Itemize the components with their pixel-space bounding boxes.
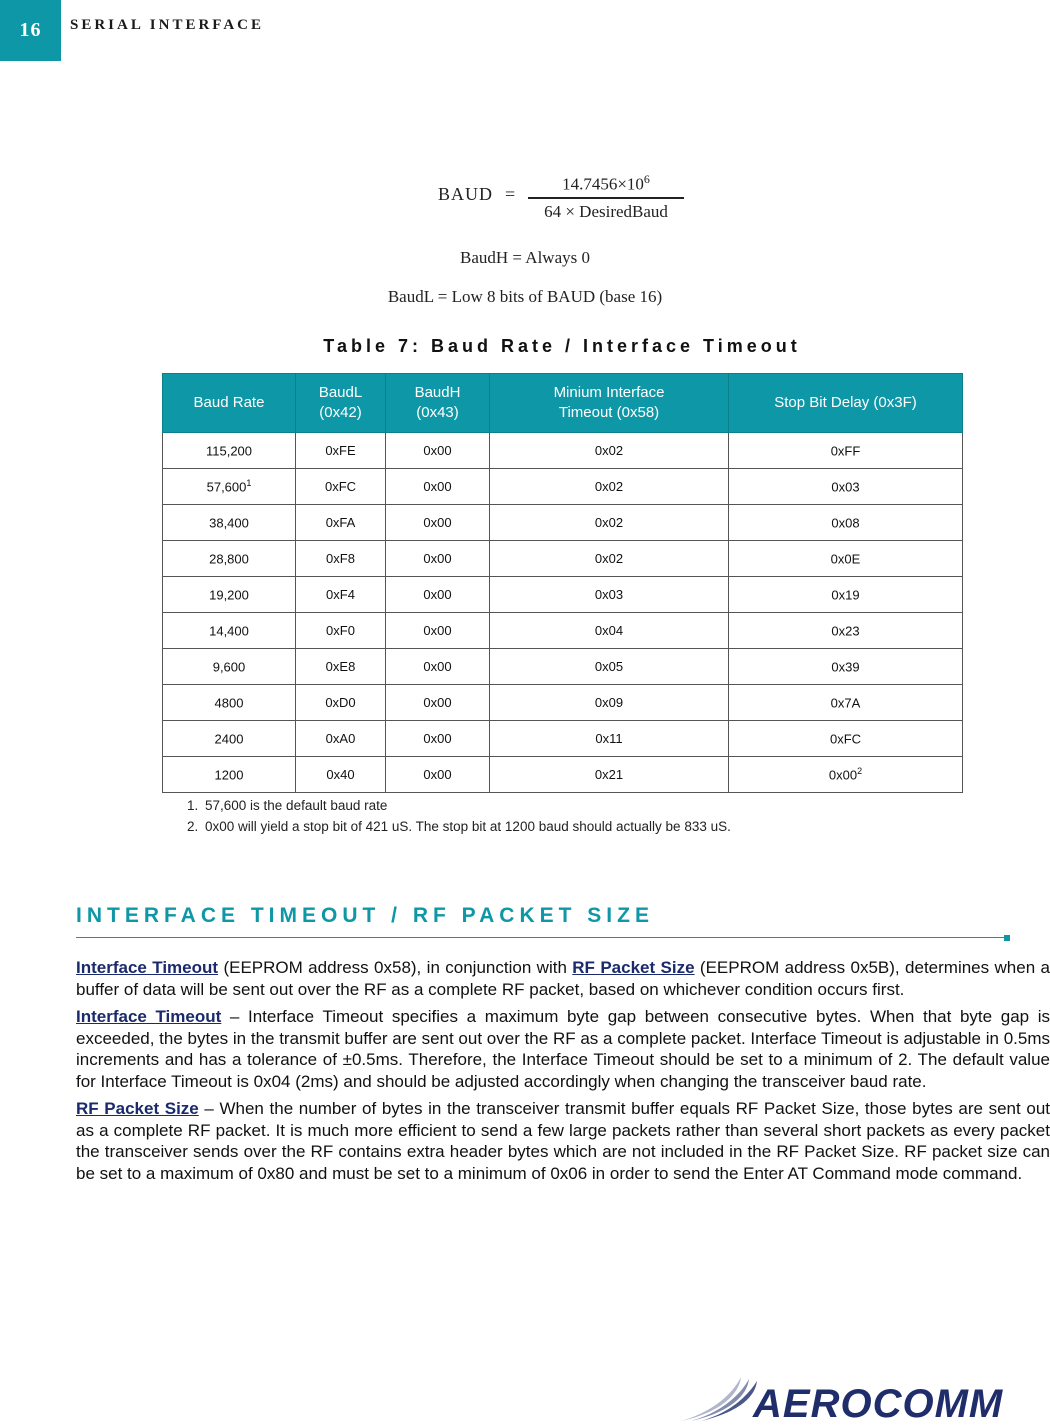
cell-baudl: 0xF0: [296, 613, 386, 649]
header-baudh: BaudH (0x43): [386, 374, 490, 433]
baud-rate-table: [162, 373, 963, 793]
formula-baudl: BaudL = Low 8 bits of BAUD (base 16): [387, 287, 663, 306]
cell-baud-rate: 28,800: [163, 541, 296, 577]
footnote: 2. 0x00 will yield a stop bit of 421 uS. The stop bit at 1200 baud should actually be 833 uS.: [187, 819, 731, 834]
cell-baud-rate: 57,600$^1$: [163, 469, 296, 505]
cell-baudl: 0xFA: [296, 505, 386, 541]
cell-baudh: 0x00: [386, 685, 490, 721]
table-row: [163, 685, 963, 721]
cell-baudl: 0x40: [296, 757, 386, 793]
footnote-marker: 1: [246, 478, 252, 489]
cell-baudl: 0xE8: [296, 649, 386, 685]
section-header: SERIAL INTERFACE: [70, 17, 265, 33]
header-baud-rate: Baud Rate: [163, 374, 296, 433]
cell-stop-bit: 0x0E: [729, 541, 963, 577]
table-row: [163, 541, 963, 577]
cell-timeout: 0x04: [490, 613, 729, 649]
table-title: Table 7: Baud Rate / Interface Timeout: [323, 336, 801, 356]
table-row: [163, 649, 963, 685]
footnote-marker: 2: [857, 766, 863, 777]
cell-baudh: 0x00: [386, 541, 490, 577]
cell-baudh: 0x00: [386, 577, 490, 613]
cell-timeout: 0x21: [490, 757, 729, 793]
cell-baud-rate: 14,400: [163, 613, 296, 649]
formula-baudh: BaudH = Always 0: [460, 248, 590, 267]
page-number: 16: [0, 0, 61, 61]
cell-baudh: 0x00: [386, 649, 490, 685]
cell-baudl: 0xFE: [296, 433, 386, 469]
fraction-bar: [528, 197, 684, 199]
cell-baudh: 0x00: [386, 721, 490, 757]
table-row: [163, 721, 963, 757]
formula-lhs: BAUD: [438, 184, 494, 204]
cell-timeout: 0x02: [490, 505, 729, 541]
header-baudl: BaudL (0x42): [296, 374, 386, 433]
heading-rule-marker: [1004, 935, 1010, 941]
cell-baud-rate: 9,600: [163, 649, 296, 685]
cell-stop-bit: 0x08: [729, 505, 963, 541]
cell-timeout: 0x03: [490, 577, 729, 613]
section-heading: INTERFACE TIMEOUT / RF PACKET SIZE: [76, 904, 654, 927]
cell-stop-bit: $0x00^2$: [729, 757, 963, 793]
cell-baudl: 0xFC: [296, 469, 386, 505]
cell-baud-rate: 4800: [163, 685, 296, 721]
table-body: [163, 433, 963, 793]
table-row: [163, 757, 963, 793]
cell-baudh: 0x00: [386, 613, 490, 649]
footnote: 1. 57,600 is the default baud rate: [187, 798, 388, 813]
paragraph-intro: Interface Timeout (EEPROM address 0x58), in conjunction with RF Packet Size (EEPROM address 0x5B), determines when a buffer of data will be sent out over the RF as a complete RF packet, based on whichever condition occurs first.: [76, 958, 1050, 999]
header-timeout: Minium Interface Timeout (0x58): [490, 374, 729, 433]
cell-baudh: 0x00: [386, 505, 490, 541]
formula-fraction: [528, 168, 684, 222]
table-row: [163, 433, 963, 469]
cell-stop-bit: 0x7A: [729, 685, 963, 721]
cell-stop-bit: 0xFF: [729, 433, 963, 469]
cell-timeout: 0x02: [490, 469, 729, 505]
cell-stop-bit: 0xFC: [729, 721, 963, 757]
cell-timeout: 0x11: [490, 721, 729, 757]
logo-text: AEROCOMM: [753, 1382, 1004, 1425]
cell-baudl: 0xF8: [296, 541, 386, 577]
table-row: [163, 505, 963, 541]
cell-baudh: 0x00: [386, 469, 490, 505]
cell-timeout: 0x02: [490, 433, 729, 469]
header-stop-bit: Stop Bit Delay (0x3F): [729, 374, 963, 433]
table-header-row: [163, 374, 963, 433]
cell-stop-bit: 0x03: [729, 469, 963, 505]
cell-baudl: 0xF4: [296, 577, 386, 613]
cell-stop-bit: 0x23: [729, 613, 963, 649]
table-footnotes: [187, 795, 731, 837]
paragraph-interface-timeout: Interface Timeout – Interface Timeout specifies a maximum byte gap between consecutive bytes. When that byte gap is exceeded, the bytes in the transmit buffer are sent out over the RF as a complete packet. Interface Timeout is adjustable in 0.5ms increments and has a tolerance of ±0.5ms. Therefore, the Interface Timeout should be set to a minimum of 2. The default value for Interface Timeout is 0x04 (2ms) and should be adjusted accordingly when changing the transceiver baud rate.: [76, 1007, 1050, 1091]
cell-timeout: 0x05: [490, 649, 729, 685]
aerocomm-logo: [679, 1373, 1039, 1425]
cell-baudl: 0xA0: [296, 721, 386, 757]
formula-equals: =: [505, 184, 516, 204]
cell-stop-bit: 0x19: [729, 577, 963, 613]
cell-stop-bit: 0x39: [729, 649, 963, 685]
heading-rule: [76, 937, 1006, 938]
cell-timeout: 0x09: [490, 685, 729, 721]
table-row: [163, 469, 963, 505]
formula-numerator: $14.7456\times 10^6$: [562, 172, 650, 194]
cell-baudh: 0x00: [386, 433, 490, 469]
cell-baud-rate: 2400: [163, 721, 296, 757]
cell-timeout: 0x02: [490, 541, 729, 577]
cell-baudh: 0x00: [386, 757, 490, 793]
formula-denominator: 64 × DesiredBaud: [544, 201, 668, 221]
cell-baud-rate: 115,200: [163, 433, 296, 469]
cell-baud-rate: 1200: [163, 757, 296, 793]
body-text: [76, 957, 1050, 1190]
logo-swoosh-icon: [681, 1377, 757, 1421]
formula-exponent: 6: [643, 172, 650, 186]
table-row: [163, 613, 963, 649]
cell-baudl: 0xD0: [296, 685, 386, 721]
paragraph-rf-packet-size: RF Packet Size – When the number of bytes in the transceiver transmit buffer equals RF Packet Size, those bytes are sent out as a complete RF packet. It is much more efficient to send a few large packets rather than several short packets as every packet the transceiver sends over the RF contains extra header bytes which are not included in the RF Packet Size. RF packet size can be set to a maximum of 0x80 and must be set to a minimum of 0x06 in order to send the Enter AT Command mode command.: [76, 1099, 1050, 1183]
cell-baud-rate: 38,400: [163, 505, 296, 541]
cell-baud-rate: 19,200: [163, 577, 296, 613]
table-row: [163, 577, 963, 613]
